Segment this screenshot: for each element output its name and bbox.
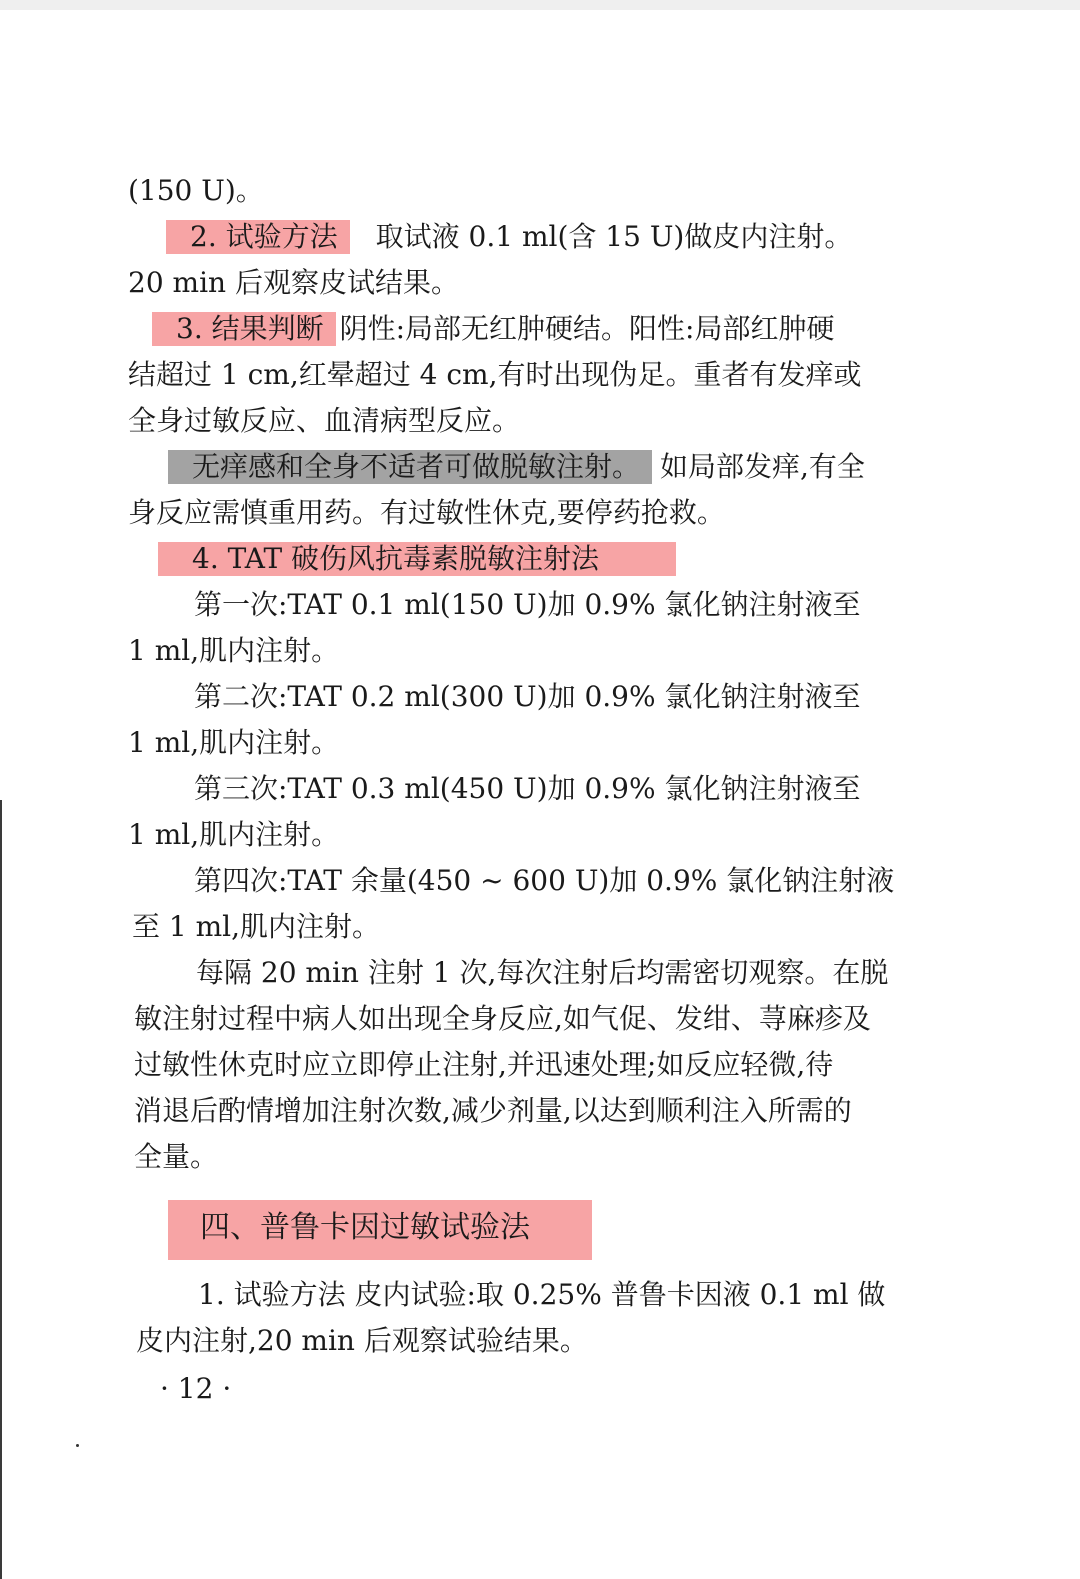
text-line: 第二次:TAT 0.2 ml(300 U)加 0.9% 氯化钠注射液至 [194,680,861,713]
text-line: 至 1 ml,肌内注射。 [132,910,381,943]
highlight-desensitization: 无痒感和全身不适者可做脱敏注射。 [168,450,652,484]
result-text: 阴性:局部无红肿硬结。阳性:局部红肿硬 [339,312,835,345]
text-line: 第三次:TAT 0.3 ml(450 U)加 0.9% 氯化钠注射液至 [194,772,861,805]
test-method-text: 取试液 0.1 ml(含 15 U)做皮内注射。 [375,220,853,253]
heading-result: 3. 结果判断 [152,312,336,346]
text-line: 身反应需慎重用药。有过敏性休克,要停药抢救。 [128,496,725,529]
text-line: 结超过 1 cm,红晕超过 4 cm,有时出现伪足。重者有发痒或 [128,358,862,391]
text-line: 全量。 [134,1140,219,1173]
text-line-desens [168,450,865,484]
heading-test-method: 2. 试验方法 [166,220,350,254]
text-line: 皮内注射,20 min 后观察试验结果。 [136,1324,588,1357]
text-line: 全身过敏反应、血清病型反应。 [128,404,521,437]
text-line: 1. 试验方法 皮内试验:取 0.25% 普鲁卡因液 0.1 ml 做 [198,1278,886,1311]
text-line: 消退后酌情增加注射次数,减少剂量,以达到顺利注入所需的 [134,1094,852,1127]
speck [76,1444,79,1447]
text-line: 第一次:TAT 0.1 ml(150 U)加 0.9% 氯化钠注射液至 [194,588,861,621]
text-line: 1 ml,肌内注射。 [128,818,340,851]
text-line: 第四次:TAT 余量(450 ~ 600 U)加 0.9% 氯化钠注射液 [194,864,895,897]
page-top-band [0,0,1080,10]
section-heading-procaine: 四、普鲁卡因过敏试验法 [168,1200,592,1260]
text-line: 1 ml,肌内注射。 [128,726,340,759]
text-line: 20 min 后观察皮试结果。 [128,266,459,299]
page-number: · 12 · [160,1372,232,1405]
text-line-result [152,312,835,346]
text-line: 1 ml,肌内注射。 [128,634,340,667]
text-line: 每隔 20 min 注射 1 次,每次注射后均需密切观察。在脱 [196,956,889,989]
text-line-test-method [166,220,852,254]
desens-text: 如局部发痒,有全 [660,450,865,483]
page-left-edge [0,800,2,1579]
heading-tat-desensitization: 4. TAT 破伤风抗毒素脱敏注射法 [158,542,676,576]
text-line: (150 U)。 [128,174,264,207]
text-line: 敏注射过程中病人如出现全身反应,如气促、发绀、荨麻疹及 [134,1002,871,1035]
text-line: 过敏性休克时应立即停止注射,并迅速处理;如反应轻微,待 [134,1048,834,1081]
